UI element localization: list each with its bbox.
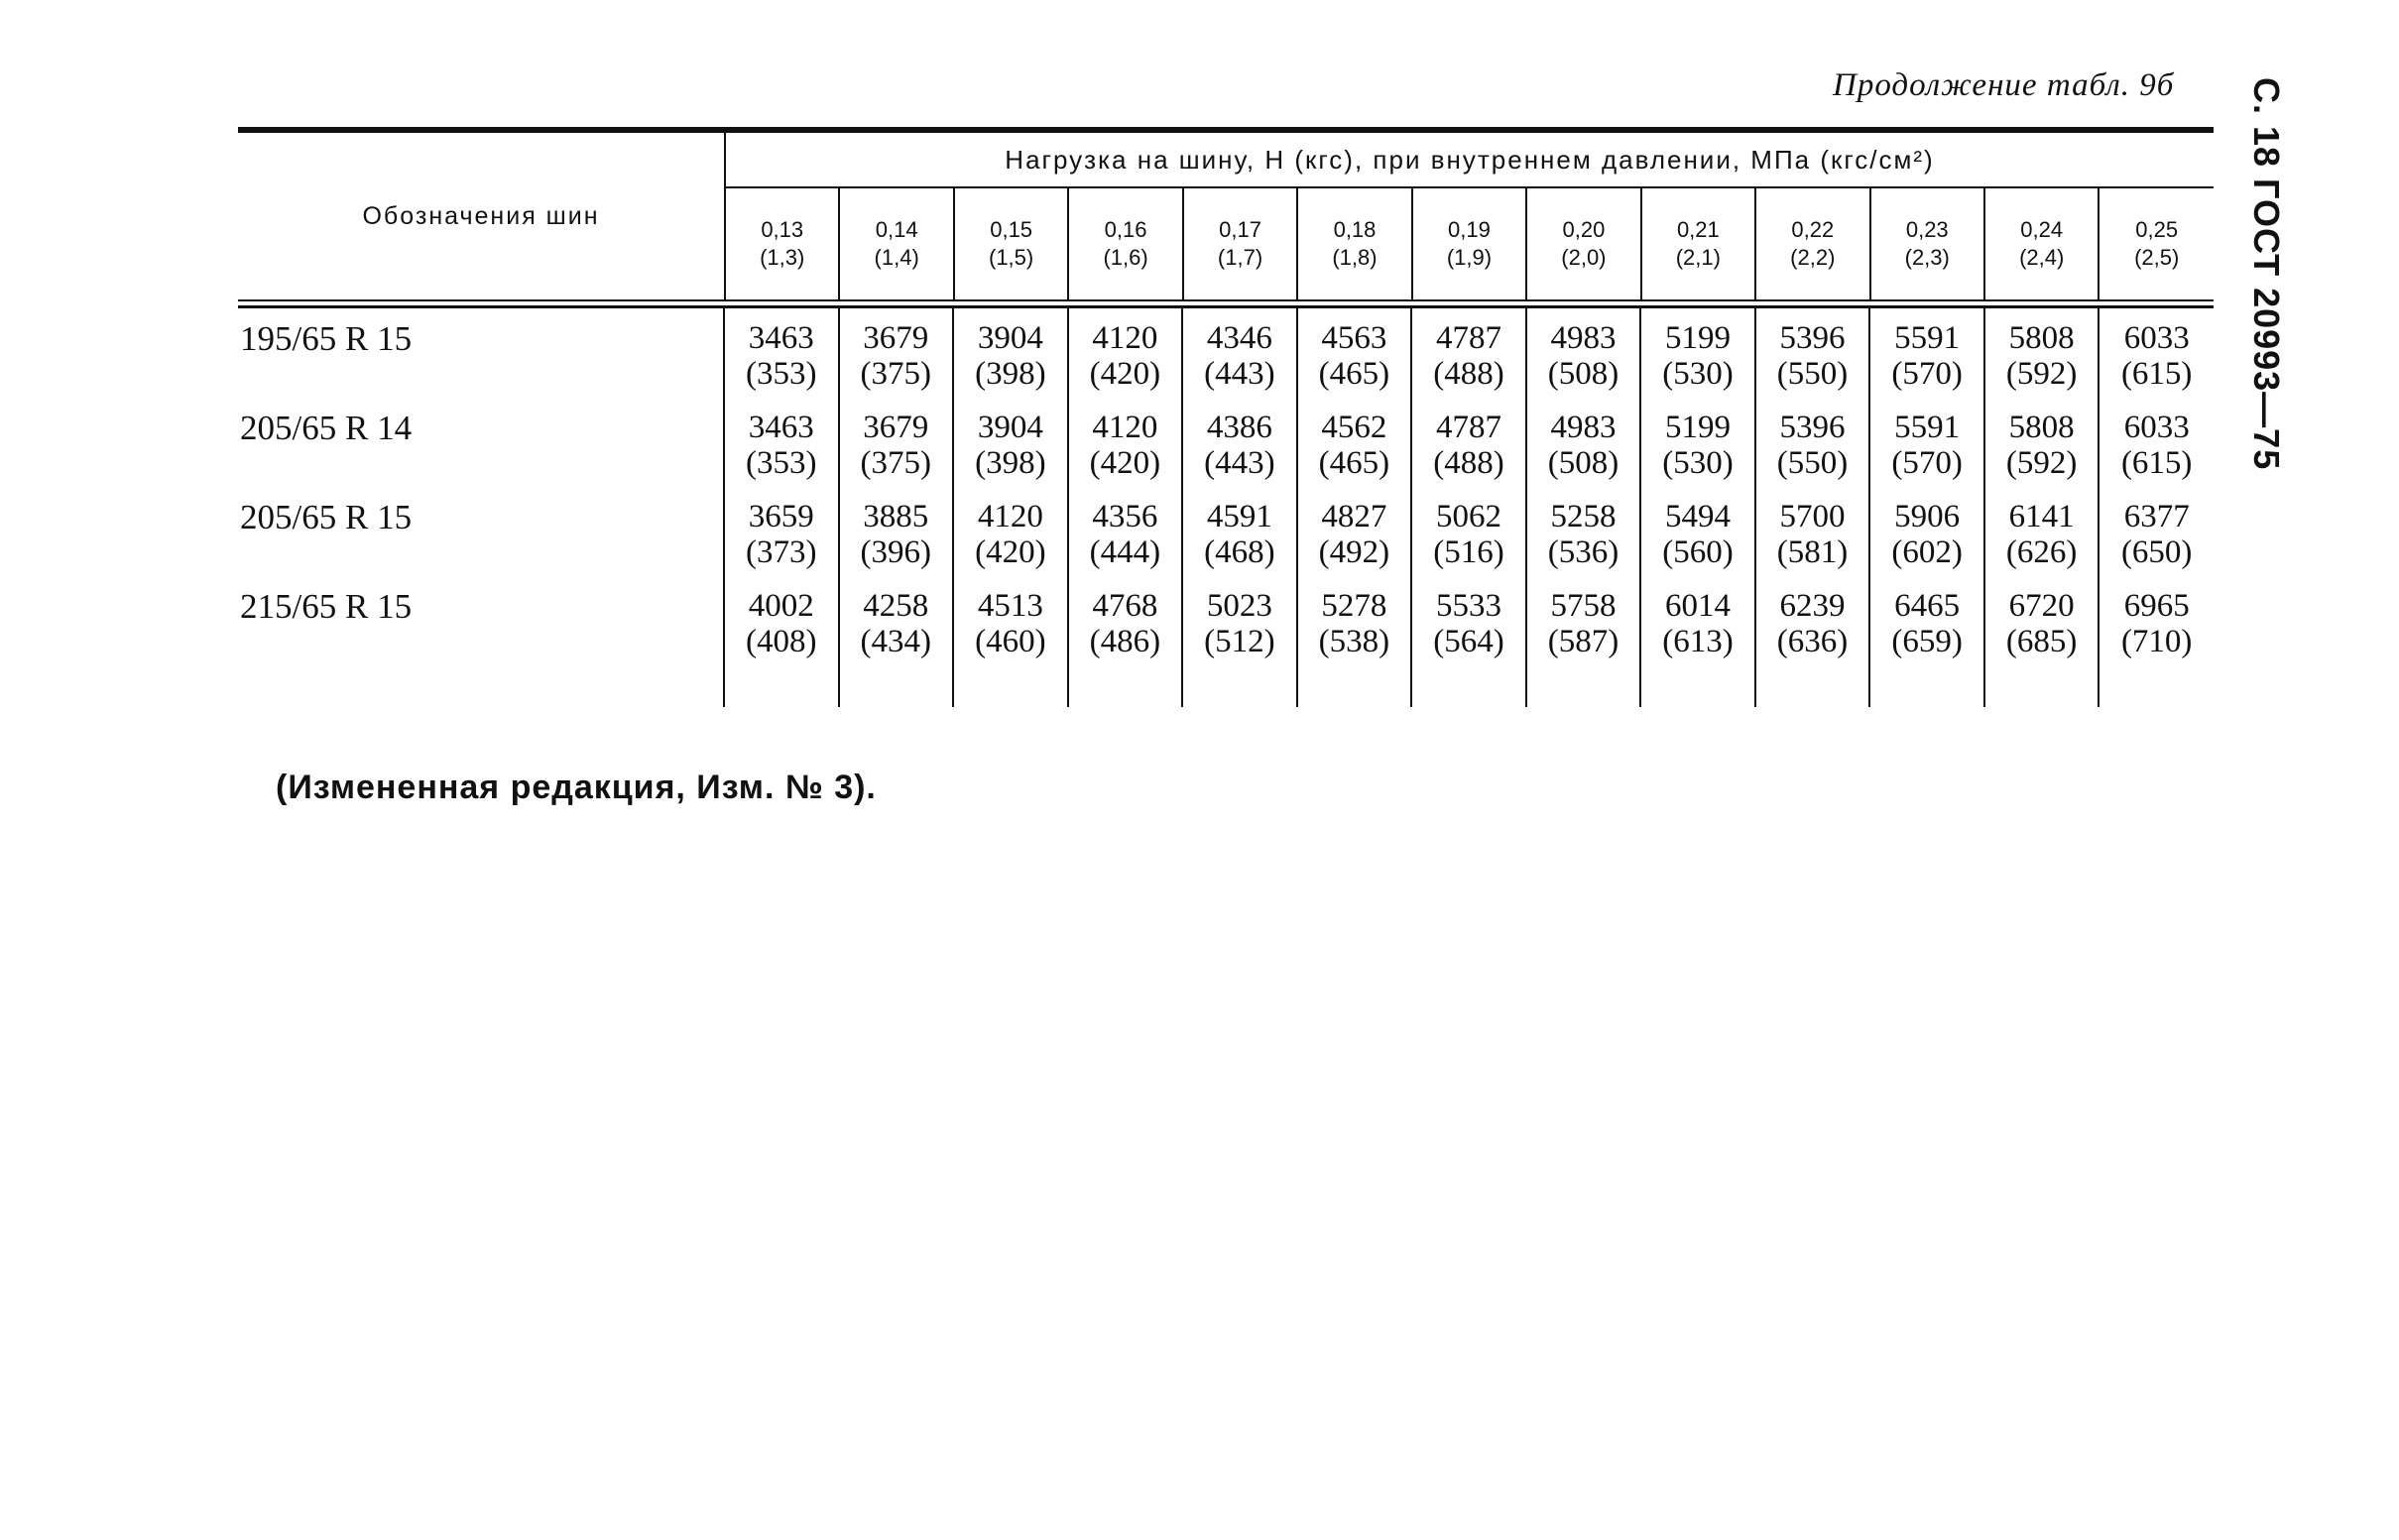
load-kgf: (650) <box>2120 534 2193 570</box>
pressure-kgf: (2,0) <box>1561 245 1607 270</box>
load-newton: 4768 <box>1092 588 1158 624</box>
load-newton: 5396 <box>1779 320 1846 356</box>
load-cell <box>1755 308 1870 398</box>
padding-cell <box>1984 665 2099 707</box>
load-cell <box>1068 308 1183 398</box>
load-kgf: (560) <box>1662 534 1734 570</box>
padding-cell <box>1526 665 1641 707</box>
load-kgf: (398) <box>975 356 1046 392</box>
load-newton: 4513 <box>977 588 1043 624</box>
load-kgf: (465) <box>1318 445 1390 481</box>
load-kgf: (615) <box>2120 356 2193 392</box>
padding-cell <box>1297 665 1412 707</box>
load-kgf: (516) <box>1433 534 1504 570</box>
pressure-header-cell <box>2099 187 2214 299</box>
load-cell <box>1984 398 2099 487</box>
padding-cell <box>953 665 1068 707</box>
load-newton: 3463 <box>748 320 814 356</box>
load-cell <box>1182 398 1297 487</box>
load-cell <box>1984 308 2099 398</box>
load-cell <box>1068 487 1183 576</box>
load-newton: 4983 <box>1550 410 1617 445</box>
padding-cell <box>724 665 839 707</box>
pressure-kgf: (1,8) <box>1332 245 1378 270</box>
pressure-kgf: (1,4) <box>874 245 919 270</box>
load-cell <box>2099 487 2214 576</box>
load-newton: 5062 <box>1435 499 1501 534</box>
load-cell <box>1526 398 1641 487</box>
load-kgf: (530) <box>1662 445 1734 481</box>
load-cell <box>839 398 954 487</box>
load-kgf: (420) <box>1089 356 1161 392</box>
load-newton: 3659 <box>748 499 814 534</box>
pressure-header-cell <box>1297 187 1411 299</box>
pressure-header-cell <box>1641 187 1755 299</box>
load-newton: 4787 <box>1435 320 1501 356</box>
load-newton: 3679 <box>863 410 929 445</box>
padding-cell <box>1182 665 1297 707</box>
load-newton: 3904 <box>977 320 1043 356</box>
pressure-mpa: 0,15 <box>990 217 1033 242</box>
load-kgf: (508) <box>1547 445 1619 481</box>
pressure-header-cell <box>954 187 1068 299</box>
load-kgf: (602) <box>1891 534 1963 570</box>
padding-cell <box>1411 665 1526 707</box>
header-separator-rule <box>238 299 2214 308</box>
load-cell <box>1297 576 1412 665</box>
padding-cell <box>1068 665 1183 707</box>
load-cell <box>1755 398 1870 487</box>
load-newton: 5278 <box>1321 588 1387 624</box>
load-newton: 5591 <box>1894 320 1961 356</box>
table-bottom-padding <box>238 665 2214 707</box>
pressure-mpa: 0,14 <box>875 217 918 242</box>
load-cell <box>1640 308 1755 398</box>
pressure-header-cell <box>1068 187 1182 299</box>
pressure-header-cell <box>1870 187 1984 299</box>
load-cell <box>724 487 839 576</box>
load-kgf: (512) <box>1204 624 1275 659</box>
pressure-mpa: 0,20 <box>1562 217 1606 242</box>
side-header-text: С. 18 ГОСТ 20993—75 <box>2246 77 2287 471</box>
tire-designation: 215/65 R 15 <box>238 576 724 665</box>
load-newton: 4591 <box>1206 499 1272 534</box>
pressure-header-cell <box>1412 187 1526 299</box>
load-kgf: (443) <box>1204 445 1275 481</box>
load-cell <box>1068 576 1183 665</box>
padding-cell <box>839 665 954 707</box>
load-cell <box>2099 308 2214 398</box>
load-cell <box>1182 487 1297 576</box>
load-newton: 6033 <box>2123 410 2190 445</box>
load-cell <box>1182 576 1297 665</box>
load-kgf: (581) <box>1776 534 1849 570</box>
pressure-kgf: (1,7) <box>1217 245 1263 270</box>
load-newton: 4827 <box>1321 499 1387 534</box>
pressure-mpa: 0,16 <box>1104 217 1147 242</box>
load-cell <box>1869 576 1984 665</box>
load-kgf: (659) <box>1891 624 1963 659</box>
padding-cell <box>1755 665 1870 707</box>
load-cell <box>724 576 839 665</box>
load-cell <box>953 308 1068 398</box>
load-newton: 5700 <box>1779 499 1846 534</box>
load-newton: 5808 <box>2008 320 2075 356</box>
pressure-mpa: 0,19 <box>1448 217 1491 242</box>
load-cell <box>953 487 1068 576</box>
load-newton: 5258 <box>1550 499 1617 534</box>
load-newton: 4120 <box>1092 410 1158 445</box>
tire-designation: 205/65 R 14 <box>238 398 724 487</box>
load-newton: 4002 <box>748 588 814 624</box>
load-newton: 4356 <box>1092 499 1158 534</box>
load-newton: 5199 <box>1665 320 1732 356</box>
load-cell <box>1640 398 1755 487</box>
pressure-mpa: 0,21 <box>1676 217 1720 242</box>
continuation-label: Продолжение табл. 9б <box>1833 67 2175 103</box>
load-kgf: (550) <box>1776 356 1849 392</box>
pressure-header-cell <box>1183 187 1297 299</box>
load-kgf: (468) <box>1204 534 1275 570</box>
load-kgf: (538) <box>1318 624 1390 659</box>
padding-cell <box>1869 665 1984 707</box>
load-cell <box>953 398 1068 487</box>
load-kgf: (550) <box>1776 445 1849 481</box>
load-kgf: (460) <box>975 624 1046 659</box>
load-cell <box>1526 576 1641 665</box>
load-newton: 6141 <box>2008 499 2075 534</box>
load-kgf: (488) <box>1433 445 1504 481</box>
load-kgf: (375) <box>860 445 932 481</box>
load-kgf: (592) <box>2005 356 2078 392</box>
load-cell <box>1526 308 1641 398</box>
load-cell <box>839 487 954 576</box>
load-kgf: (486) <box>1089 624 1161 659</box>
load-kgf: (488) <box>1433 356 1504 392</box>
load-newton: 5808 <box>2008 410 2075 445</box>
load-kgf: (373) <box>746 534 817 570</box>
pressure-kgf: (1,6) <box>1103 245 1148 270</box>
load-newton: 6465 <box>1894 588 1961 624</box>
load-kgf: (353) <box>746 445 817 481</box>
pressure-kgf: (2,1) <box>1675 245 1721 270</box>
load-kgf: (396) <box>860 534 932 570</box>
load-cell <box>1755 576 1870 665</box>
load-cell <box>2099 576 2214 665</box>
table-body <box>238 308 2214 707</box>
load-kgf: (530) <box>1662 356 1734 392</box>
load-cell <box>1411 398 1526 487</box>
load-newton: 6239 <box>1779 588 1846 624</box>
load-cell <box>1411 308 1526 398</box>
padding-cell <box>1640 665 1755 707</box>
tire-load-table-body <box>238 308 2214 707</box>
load-cell <box>1869 308 1984 398</box>
amendment-note: (Измененная редакция, Изм. № 3). <box>276 769 877 806</box>
load-newton: 5906 <box>1894 499 1961 534</box>
table-row <box>238 576 2214 665</box>
load-cell <box>1984 576 2099 665</box>
load-newton: 5396 <box>1779 410 1846 445</box>
designation-header: Обозначения шин <box>238 133 725 299</box>
load-newton: 3904 <box>977 410 1043 445</box>
table-row <box>238 487 2214 576</box>
pressure-header-cell <box>1755 187 1869 299</box>
pressure-header-cell <box>1526 187 1640 299</box>
load-kgf: (536) <box>1547 534 1619 570</box>
pressure-mpa: 0,25 <box>2135 217 2179 242</box>
pressure-kgf: (2,3) <box>1904 245 1950 270</box>
load-cell <box>1984 487 2099 576</box>
load-kgf: (353) <box>746 356 817 392</box>
table-row <box>238 308 2214 398</box>
load-newton: 5758 <box>1550 588 1617 624</box>
load-kgf: (636) <box>1776 624 1849 659</box>
load-newton: 4787 <box>1435 410 1501 445</box>
pressure-kgf: (2,2) <box>1790 245 1836 270</box>
load-cell <box>1411 487 1526 576</box>
pressure-kgf: (2,5) <box>2134 245 2180 270</box>
load-kgf: (570) <box>1891 445 1963 481</box>
load-kgf: (420) <box>1089 445 1161 481</box>
load-newton: 4562 <box>1321 410 1387 445</box>
load-kgf: (570) <box>1891 356 1963 392</box>
load-cell <box>1526 487 1641 576</box>
load-newton: 4386 <box>1206 410 1272 445</box>
load-newton: 3679 <box>863 320 929 356</box>
load-cell <box>1068 398 1183 487</box>
tire-load-table-block <box>238 127 2214 707</box>
load-kgf: (398) <box>975 445 1046 481</box>
load-newton: 5591 <box>1894 410 1961 445</box>
pressure-header-cell <box>1984 187 2099 299</box>
load-kgf: (508) <box>1547 356 1619 392</box>
load-cell <box>1297 398 1412 487</box>
load-kgf: (587) <box>1547 624 1619 659</box>
pressure-mpa: 0,22 <box>1791 217 1835 242</box>
load-newton: 3885 <box>863 499 929 534</box>
load-cell <box>1755 487 1870 576</box>
pressure-mpa: 0,23 <box>1905 217 1949 242</box>
load-newton: 6014 <box>1665 588 1732 624</box>
load-newton: 4983 <box>1550 320 1617 356</box>
load-kgf: (443) <box>1204 356 1275 392</box>
load-newton: 4258 <box>863 588 929 624</box>
load-kgf: (564) <box>1433 624 1504 659</box>
load-newton: 4120 <box>977 499 1043 534</box>
load-cell <box>839 576 954 665</box>
header-row-main <box>238 133 2214 187</box>
load-kgf: (615) <box>2120 445 2193 481</box>
padding-cell <box>2099 665 2214 707</box>
load-kgf: (613) <box>1662 624 1734 659</box>
load-newton: 5199 <box>1665 410 1732 445</box>
tire-designation: 205/65 R 15 <box>238 487 724 576</box>
load-newton: 5533 <box>1435 588 1501 624</box>
load-kgf: (420) <box>975 534 1046 570</box>
load-cell <box>953 576 1068 665</box>
load-newton: 6377 <box>2123 499 2190 534</box>
load-cell <box>1411 576 1526 665</box>
load-kgf: (626) <box>2005 534 2078 570</box>
table-row <box>238 398 2214 487</box>
load-kgf: (375) <box>860 356 932 392</box>
load-header: Нагрузка на шину, Н (кгс), при внутреннем давлении, МПа (кгс/см²) <box>725 133 2214 187</box>
load-cell <box>1640 576 1755 665</box>
load-newton: 4120 <box>1092 320 1158 356</box>
load-newton: 6965 <box>2123 588 2190 624</box>
load-cell <box>724 398 839 487</box>
load-cell <box>1869 487 1984 576</box>
load-kgf: (434) <box>860 624 932 659</box>
load-cell <box>1869 398 1984 487</box>
pressure-kgf: (1,9) <box>1446 245 1493 270</box>
tire-load-table <box>238 133 2214 299</box>
load-kgf: (710) <box>2120 624 2193 659</box>
load-newton: 4346 <box>1206 320 1272 356</box>
pressure-header-cell <box>839 187 953 299</box>
load-cell <box>724 308 839 398</box>
load-newton: 5494 <box>1665 499 1732 534</box>
pressure-header-cell <box>725 187 839 299</box>
load-newton: 4563 <box>1321 320 1387 356</box>
pressure-kgf: (1,5) <box>989 245 1034 270</box>
load-cell <box>1182 308 1297 398</box>
load-kgf: (408) <box>746 624 817 659</box>
pressure-kgf: (1,3) <box>760 245 805 270</box>
load-kgf: (685) <box>2005 624 2078 659</box>
pressure-mpa: 0,18 <box>1333 217 1377 242</box>
load-kgf: (465) <box>1318 356 1390 392</box>
pressure-mpa: 0,13 <box>761 217 804 242</box>
load-kgf: (444) <box>1089 534 1161 570</box>
tire-designation: 195/65 R 15 <box>238 308 724 398</box>
pressure-mpa: 0,17 <box>1219 217 1261 242</box>
load-newton: 3463 <box>748 410 814 445</box>
load-cell <box>839 308 954 398</box>
load-cell <box>1297 487 1412 576</box>
table-header <box>238 133 2214 299</box>
load-kgf: (492) <box>1318 534 1390 570</box>
pressure-kgf: (2,4) <box>2019 245 2065 270</box>
pressure-mpa: 0,24 <box>2020 217 2064 242</box>
padding-cell <box>238 665 724 707</box>
load-newton: 5023 <box>1206 588 1272 624</box>
load-cell <box>2099 398 2214 487</box>
load-cell <box>1297 308 1412 398</box>
load-kgf: (592) <box>2005 445 2078 481</box>
load-newton: 6033 <box>2123 320 2190 356</box>
load-newton: 6720 <box>2008 588 2075 624</box>
load-cell <box>1640 487 1755 576</box>
page-side-header <box>2243 77 2293 494</box>
